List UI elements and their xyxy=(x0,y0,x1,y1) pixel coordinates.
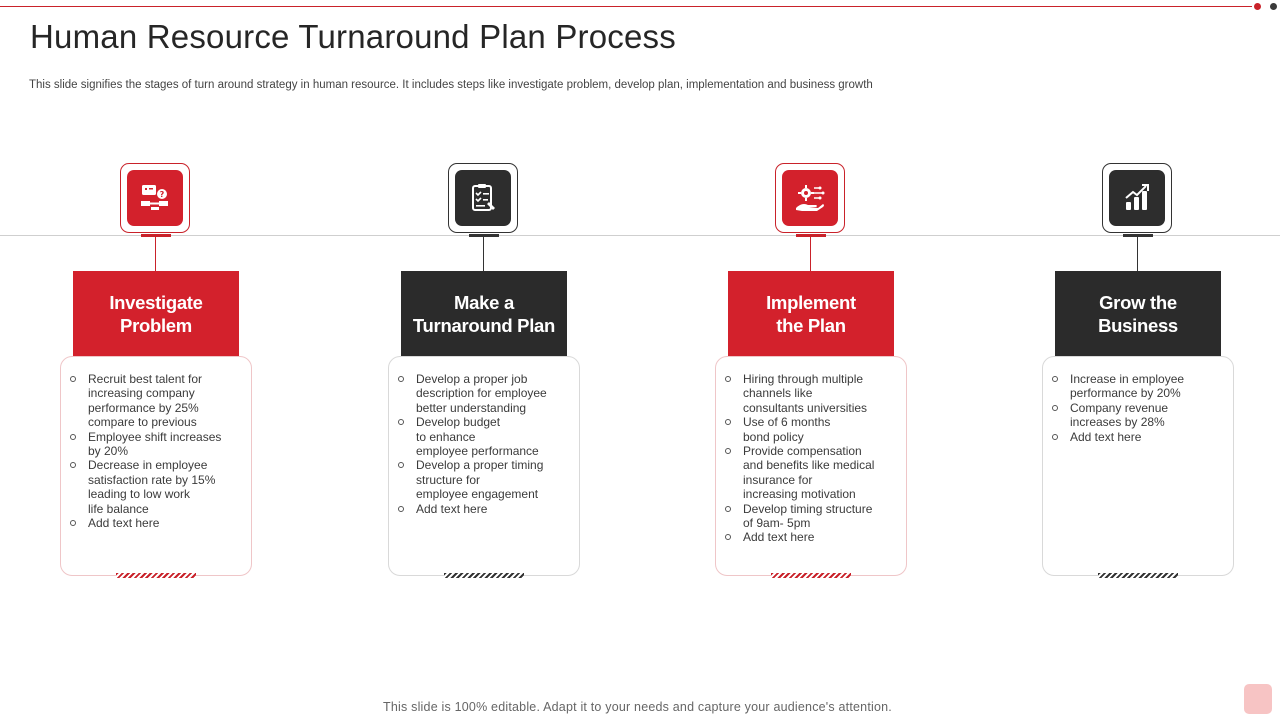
clipboard-checklist-icon xyxy=(465,180,501,216)
stage-make-turnaround-plan xyxy=(388,0,582,720)
stage-icon-frame xyxy=(775,163,845,233)
stage-implement-plan xyxy=(715,0,909,720)
list-item: Company revenue increases by 28% xyxy=(1052,401,1230,430)
stage-bullet-list xyxy=(398,372,576,516)
list-item: Add text here xyxy=(725,530,903,544)
accent-dot-dark xyxy=(1270,3,1277,10)
accent-dot-red xyxy=(1254,3,1261,10)
corner-decoration xyxy=(1244,684,1272,714)
slide-title: Human Resource Turnaround Plan Process xyxy=(30,18,676,55)
stage-bullet-list xyxy=(70,372,248,530)
stage-connector xyxy=(1137,237,1138,271)
list-item: Provide compensation and benefits like medical insurance for increasing motivation xyxy=(725,444,903,502)
stage-icon-frame xyxy=(448,163,518,233)
list-item: Hiring through multiple channels like consultants universities xyxy=(725,372,903,415)
list-item: Employee shift increases by 20% xyxy=(70,430,248,459)
list-item: Add text here xyxy=(1052,430,1230,444)
stage-connector xyxy=(810,237,811,271)
list-item: Increase in employee performance by 20% xyxy=(1052,372,1230,401)
svg-text:?: ? xyxy=(159,190,165,199)
stage-icon-frame xyxy=(1102,163,1172,233)
list-item: Recruit best talent for increasing company performance by 25% compare to previous xyxy=(70,372,248,430)
stage-heading: Make a Turnaround Plan xyxy=(401,271,567,356)
gear-hand-icon xyxy=(792,180,828,216)
stage-bullet-list xyxy=(725,372,903,545)
list-item: Add text here xyxy=(398,502,576,516)
stage-bullet-list xyxy=(1052,372,1230,444)
problem-solving-icon xyxy=(137,180,173,216)
list-item: Develop a proper job description for employee better understanding xyxy=(398,372,576,415)
stage-connector xyxy=(155,237,156,271)
list-item: Develop a proper timing structure for employee engagement xyxy=(398,458,576,501)
card-hatch-decoration xyxy=(444,573,524,578)
card-hatch-decoration xyxy=(1098,573,1178,578)
list-item: Develop budget to enhance employee performance xyxy=(398,415,576,458)
slide-subtitle: This slide signifies the stages of turn around strategy in human resource. It includes steps like investigate problem, develop plan, implementation and business growth xyxy=(29,79,873,91)
growth-chart-icon xyxy=(1119,180,1155,216)
card-hatch-decoration xyxy=(116,573,196,578)
stage-connector xyxy=(483,237,484,271)
card-hatch-decoration xyxy=(771,573,851,578)
stage-grow-business xyxy=(1042,0,1236,720)
stage-icon-frame xyxy=(120,163,190,233)
stage-heading: Implement the Plan xyxy=(728,271,894,356)
list-item: Use of 6 months bond policy xyxy=(725,415,903,444)
stage-investigate-problem xyxy=(60,0,254,720)
list-item: Develop timing structure of 9am- 5pm xyxy=(725,502,903,531)
list-item: Decrease in employee satisfaction rate by 15% leading to low work life balance xyxy=(70,458,248,516)
slide-footer-note: This slide is 100% editable. Adapt it to your needs and capture your audience's attention. xyxy=(383,700,892,714)
list-item: Add text here xyxy=(70,516,248,530)
stage-heading: Grow the Business xyxy=(1055,271,1221,356)
stage-heading: Investigate Problem xyxy=(73,271,239,356)
